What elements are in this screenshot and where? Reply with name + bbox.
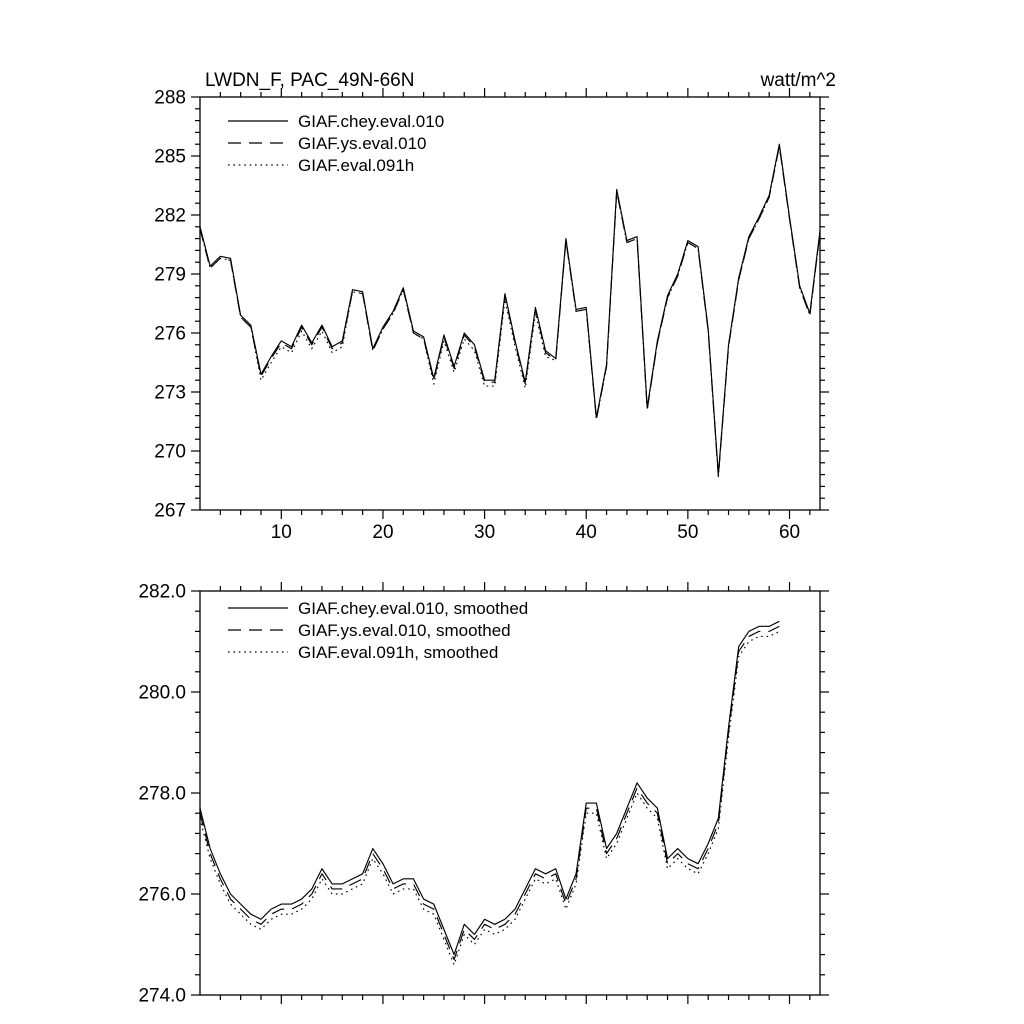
series-line-dotted xyxy=(200,146,820,476)
top-chart-title: LWDN_F, PAC_49N-66N xyxy=(205,70,415,91)
series-line-solid xyxy=(200,144,820,474)
x-tick-label: 20 xyxy=(372,522,394,543)
y-tick-label: 288 xyxy=(154,87,186,109)
x-tick-label: 40 xyxy=(575,522,597,543)
series-line-dashed xyxy=(200,146,820,476)
x-tick-label: 60 xyxy=(778,522,801,543)
y-tick-label: 276.0 xyxy=(138,884,186,906)
plot-frame xyxy=(200,591,820,995)
bottom-chart-group xyxy=(138,582,829,1007)
y-tick-label: 267 xyxy=(154,500,186,522)
y-tick-label: 280.0 xyxy=(138,682,186,704)
y-tick-label: 279 xyxy=(154,264,186,286)
x-tick-label: 10 xyxy=(270,522,292,543)
y-tick-label: 274.0 xyxy=(138,985,186,1007)
series-line-dotted xyxy=(200,631,779,964)
legend-label: GIAF.eval.091h xyxy=(298,156,415,175)
x-tick-label: 50 xyxy=(677,522,699,543)
legend-label: GIAF.ys.eval.010, smoothed xyxy=(298,621,511,640)
legend-label: GIAF.eval.091h, smoothed xyxy=(298,643,499,662)
y-tick-label: 285 xyxy=(154,146,186,168)
y-tick-label: 278.0 xyxy=(138,783,186,805)
plot-frame xyxy=(200,97,820,510)
y-tick-label: 276 xyxy=(154,323,186,345)
series-line-solid xyxy=(200,621,779,954)
legend-label: GIAF.chey.eval.010 xyxy=(298,112,445,131)
top-chart-group xyxy=(154,88,829,544)
y-tick-label: 270 xyxy=(154,441,186,463)
x-tick-label: 30 xyxy=(474,522,496,543)
legend-label: GIAF.ys.eval.010 xyxy=(298,134,427,153)
y-tick-label: 282 xyxy=(154,205,186,227)
y-tick-label: 282.0 xyxy=(138,581,186,603)
y-tick-label: 273 xyxy=(154,382,186,404)
series-line-dashed xyxy=(200,626,779,959)
legend-label: GIAF.chey.eval.010, smoothed xyxy=(298,599,529,618)
top-chart-units-label: watt/m^2 xyxy=(760,70,836,91)
